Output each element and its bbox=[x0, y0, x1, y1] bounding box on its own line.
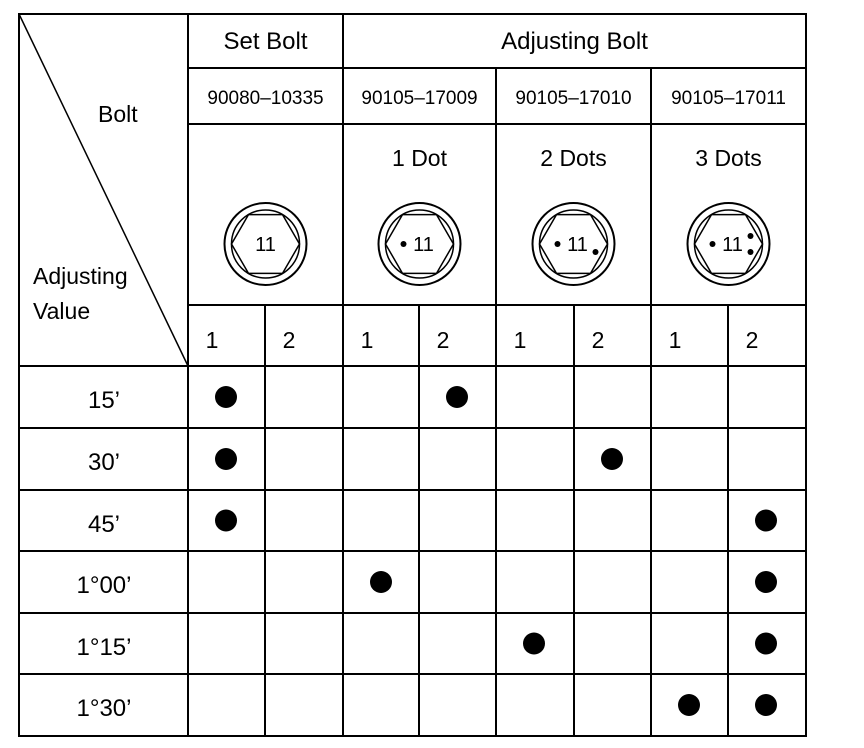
adjusting-value-label: Adjusting bbox=[33, 263, 128, 289]
part-number: 90105–17009 bbox=[361, 88, 478, 109]
bolt-dot-mark bbox=[401, 241, 407, 247]
bolt-head-number: 11 bbox=[255, 234, 276, 256]
selection-mark bbox=[755, 571, 777, 593]
part-number: 90080–10335 bbox=[207, 88, 324, 109]
bolt-position-label: 2 bbox=[436, 327, 450, 353]
selection-mark bbox=[755, 633, 777, 655]
bolt-position-label: 2 bbox=[282, 327, 296, 353]
adjusting-value: 1°15’ bbox=[76, 633, 132, 661]
selection-mark bbox=[678, 694, 700, 716]
bolt-head-icon bbox=[379, 203, 461, 285]
bolt-head-number: 11 bbox=[413, 234, 434, 256]
bolt-position-label: 1 bbox=[513, 327, 527, 353]
bolt-dot-mark bbox=[710, 241, 716, 247]
selection-mark bbox=[446, 386, 468, 408]
set-bolt-header: Set Bolt bbox=[223, 28, 308, 55]
bolt-dot-mark bbox=[555, 241, 561, 247]
adjusting-value-label: Value bbox=[33, 298, 91, 324]
dot-marking-label: 2 Dots bbox=[540, 145, 607, 171]
bolt-position-label: 1 bbox=[360, 327, 374, 353]
bolt-dot-mark bbox=[748, 249, 754, 255]
adjusting-value: 1°00’ bbox=[76, 572, 132, 599]
bolt-head-icon bbox=[533, 203, 615, 285]
bolt-head-icon bbox=[688, 203, 770, 285]
bolt-head-icon bbox=[225, 203, 307, 285]
adjusting-value: 15’ bbox=[87, 387, 121, 414]
bolt-head-number: 11 bbox=[722, 234, 743, 256]
selection-mark bbox=[215, 448, 237, 470]
selection-mark bbox=[755, 510, 777, 532]
part-number: 90105–17011 bbox=[671, 88, 786, 109]
adjusting-value: 45’ bbox=[87, 510, 121, 538]
bolt-position-label: 2 bbox=[591, 327, 605, 353]
adjusting-bolt-header: Adjusting Bolt bbox=[501, 28, 648, 55]
bolt-head-number: 11 bbox=[567, 234, 588, 256]
dot-marking-label: 1 Dot bbox=[392, 145, 447, 171]
selection-mark bbox=[215, 386, 237, 408]
bolt-dot-mark bbox=[593, 249, 599, 255]
bolt-position-label: 1 bbox=[668, 327, 682, 353]
selection-mark bbox=[215, 510, 237, 532]
adjusting-value: 1°30’ bbox=[76, 695, 132, 722]
selection-mark bbox=[523, 633, 545, 655]
dot-marking-label: 3 Dots bbox=[695, 145, 762, 171]
bolt-position-label: 1 bbox=[205, 327, 219, 353]
part-number: 90105–17010 bbox=[515, 88, 632, 109]
selection-mark bbox=[755, 694, 777, 716]
selection-mark bbox=[601, 448, 623, 470]
bolt-position-label: 2 bbox=[745, 327, 759, 353]
bolt-dot-mark bbox=[748, 233, 754, 239]
adjusting-value: 30’ bbox=[87, 449, 121, 476]
bolt-label: Bolt bbox=[98, 101, 138, 127]
selection-mark bbox=[370, 571, 392, 593]
